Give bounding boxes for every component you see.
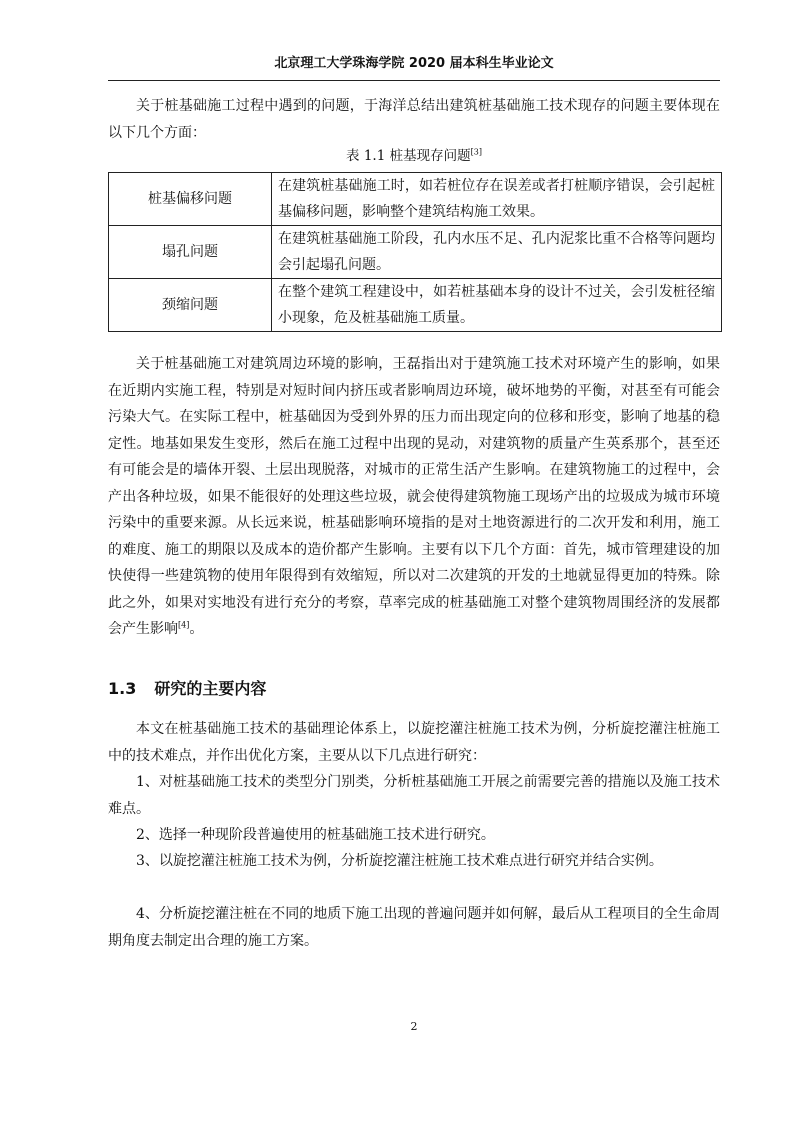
list-item: 1、对桩基础施工技术的类型分门别类，分析桩基础施工开展之前需要完善的措施以及施工技术难点。 [108, 774, 720, 817]
table-row [109, 173, 722, 226]
issue-name: 桩基偏移问题 [109, 173, 272, 226]
header-rule [108, 80, 720, 81]
intro-paragraph: 关于桩基础施工过程中遇到的问题，于海洋总结出建筑桩基础施工技术现存的问题主要体现在以下几个方面： [108, 98, 720, 141]
environment-tail: 。 [189, 621, 204, 637]
table-caption [108, 146, 720, 166]
section-title: 研究的主要内容 [154, 679, 267, 698]
running-header: 北京理工大学珠海学院 2020 届本科生毕业论文 [274, 56, 554, 71]
issue-name: 塌孔问题 [109, 226, 272, 279]
list-item: 3、以旋挖灌注桩施工技术为例，分析旋挖灌注桩施工技术难点进行研究并结合实例。 [136, 853, 663, 869]
environment-text: 关于桩基础施工对建筑周边环境的影响，王磊指出对于建筑施工技术对环境产生的影响，如果在近期内实施工程，特别是对短时间内挤压或者影响周边环境，破坏地势的平衡，对甚至有可能会污染大气。在实际工程中，桩基础因为受到外界的压力而出现定向的位移和形变，影响了地基的稳定性。地基如果发生变形，然后在施工过程中出现的晃动，对建筑物的质量产生英系那个，甚至还有可能会是的墙体开裂、土层出现脱落，对城市的正常生活产生影响。在建筑物施工的过程中，会产出各种垃圾，如果不能很好的处理这些垃圾，就会使得建筑物施工现场产出的垃圾成为城市环境污染中的重要来源。从长远来说，桩基础影响环境指的是对土地资源进行的二次开发和利用，施工的难度、施工的期限以及成本的造价都产生影响。主要有以下几个方面：首先，城市管理建设的加快使得一些建筑物的使用年限得到有效缩短，所以对二次建筑的开发的土地就显得更加的特殊。除此之外，如果对实地没有进行充分的考察，草率完成的桩基础施工对整个建筑物周围经济的发展都会产生影响 [108, 356, 720, 637]
issue-description: 在建筑桩基础施工阶段，孔内水压不足、孔内泥浆比重不合格等问题均会引起塌孔问题。 [272, 226, 722, 279]
issue-description: 在建筑桩基础施工时，如若桩位存在误差或者打桩顺序错误，会引起桩基偏移问题，影响整个建筑结构施工效果。 [272, 173, 722, 226]
issues-table [108, 172, 722, 332]
table-row [109, 226, 722, 279]
content-intro-paragraph: 本文在桩基础施工技术的基础理论体系上，以旋挖灌注桩施工技术为例，分析旋挖灌注桩施工中的技术难点，并作出优化方案，主要从以下几点进行研究： [108, 721, 720, 764]
page-number: 2 [410, 1020, 418, 1033]
table-row [109, 279, 722, 332]
issue-name: 颈缩问题 [109, 279, 272, 332]
section-number: 1.3 [108, 679, 137, 698]
environment-ref: [4] [178, 620, 190, 630]
list-item: 4、分析旋挖灌注桩在不同的地质下施工出现的普遍问题并如何解，最后从工程项目的全生命周期角度去制定出合理的施工方案。 [108, 906, 720, 949]
section-heading [108, 676, 720, 702]
environment-paragraph [108, 351, 720, 643]
table-caption-text: 表 1.1 桩基现存问题 [346, 148, 471, 164]
issue-description: 在整个建筑工程建设中，如若桩基础本身的设计不过关，会引发桩径缩小现象，危及桩基础施工质量。 [272, 279, 722, 332]
list-item: 2、选择一种现阶段普遍使用的桩基础施工技术进行研究。 [136, 827, 495, 843]
table-caption-ref: [3] [470, 147, 482, 157]
